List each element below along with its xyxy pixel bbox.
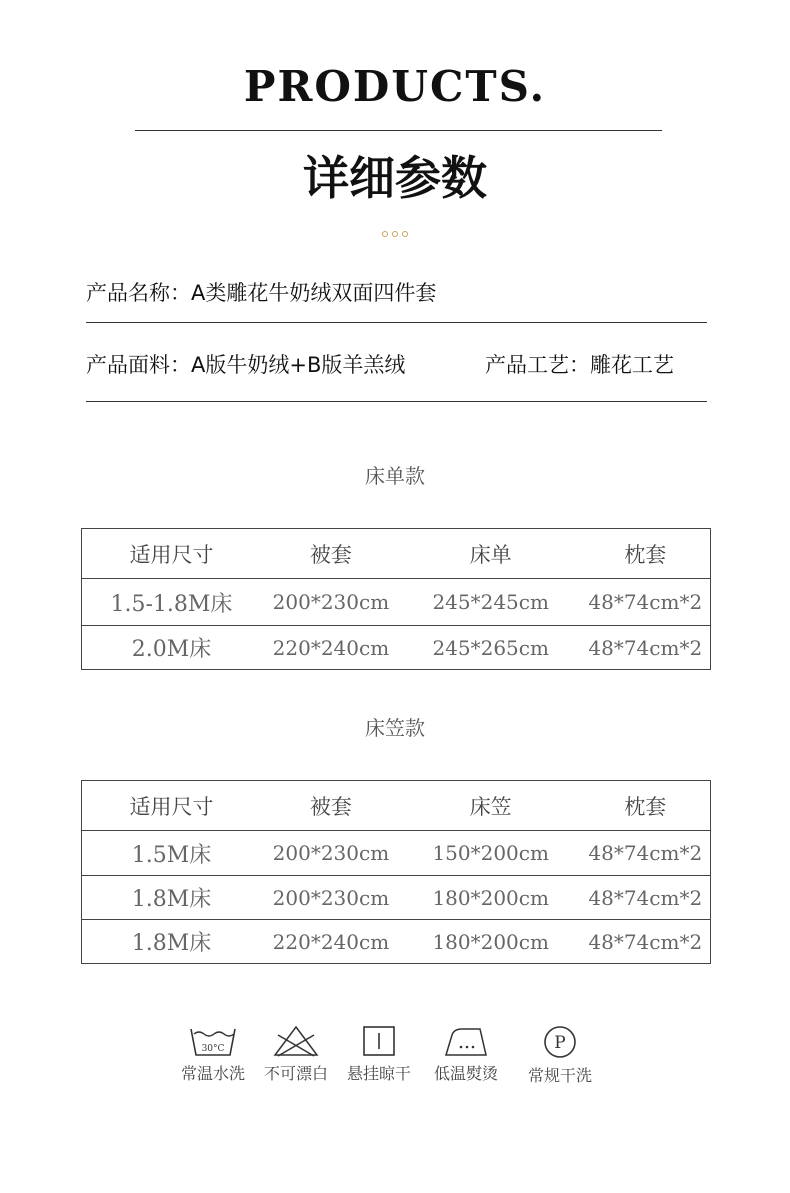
care-item-bleach (260, 1025, 332, 1084)
table-cell: 180*200cm (401, 876, 581, 920)
care-instructions (170, 1025, 610, 1095)
care-item-wash (178, 1025, 248, 1084)
product-name: 产品名称：A类雕花牛奶绒双面四件套 (86, 281, 437, 305)
table-row (82, 831, 711, 876)
table-row (82, 876, 711, 920)
table-cell: 220*240cm (261, 920, 401, 964)
table-row (82, 579, 711, 626)
table-header-row (82, 529, 711, 579)
table-row (82, 920, 711, 964)
care-label: 不可漂白 (263, 1064, 328, 1083)
care-item-iron (428, 1025, 504, 1084)
low-iron-icon (444, 1025, 488, 1057)
svg-text:30°C: 30°C (201, 1044, 225, 1054)
table-cell: 180*200cm (401, 920, 581, 964)
dry-clean-icon (543, 1025, 577, 1059)
fitted-section-title: 床笠款 (365, 716, 425, 740)
table-header-cell: 被套 (309, 542, 352, 567)
table-cell: 2.0M床 (82, 626, 261, 670)
fitted-size-table (81, 780, 711, 964)
table-cell: 1.8M床 (82, 920, 261, 964)
no-bleach-icon (272, 1025, 320, 1057)
table-row (82, 626, 711, 670)
table-cell: 200*230cm (261, 876, 401, 920)
care-item-dryclean (523, 1025, 597, 1086)
wash-30-icon (188, 1025, 238, 1057)
table-header-cell: 床笠 (469, 794, 512, 819)
info-divider (86, 401, 707, 402)
table-header-cell: 枕套 (624, 794, 667, 819)
table-header-cell: 被套 (309, 794, 352, 819)
table-cell: 48*74cm*2 (581, 920, 711, 964)
page-heading: PRODUCTS. (243, 62, 547, 111)
table-cell: 1.5-1.8M床 (82, 579, 261, 626)
table-cell: 220*240cm (261, 626, 401, 670)
heading-divider (135, 130, 662, 131)
table-cell: 1.8M床 (82, 876, 261, 920)
table-header-row (82, 781, 711, 831)
table-cell: 200*230cm (261, 831, 401, 876)
table-cell: 48*74cm*2 (581, 876, 711, 920)
hang-dry-icon (362, 1025, 396, 1057)
table-header-cell: 床单 (469, 542, 512, 567)
table-cell: 48*74cm*2 (581, 626, 711, 670)
table-cell: 48*74cm*2 (581, 579, 711, 626)
table-cell: 150*200cm (401, 831, 581, 876)
table-cell: 200*230cm (261, 579, 401, 626)
table-cell: 1.5M床 (82, 831, 261, 876)
care-label: 常温水洗 (180, 1064, 245, 1083)
care-label: 常规干洗 (527, 1066, 592, 1085)
product-craft: 产品工艺：雕花工艺 (485, 353, 674, 377)
decorative-dots (0, 222, 790, 241)
table-header-cell: 适用尺寸 (129, 542, 214, 567)
table-header-cell: 枕套 (624, 542, 667, 567)
table-cell: 245*245cm (401, 579, 581, 626)
care-item-hang (342, 1025, 416, 1084)
product-fabric: 产品面料：A版牛奶绒+B版羊羔绒 (86, 353, 406, 377)
table-cell: 245*265cm (401, 626, 581, 670)
sheet-section-title: 床单款 (365, 464, 425, 488)
info-divider (86, 322, 707, 323)
table-cell: 48*74cm*2 (581, 831, 711, 876)
care-label: 悬挂晾干 (346, 1064, 411, 1083)
svg-text:P: P (554, 1033, 566, 1053)
sheet-size-table (81, 528, 711, 670)
page-subheading: 详细参数 (303, 151, 487, 205)
product-fabric-row (86, 349, 706, 379)
table-header-cell: 适用尺寸 (129, 794, 214, 819)
care-label: 低温熨烫 (433, 1064, 498, 1083)
